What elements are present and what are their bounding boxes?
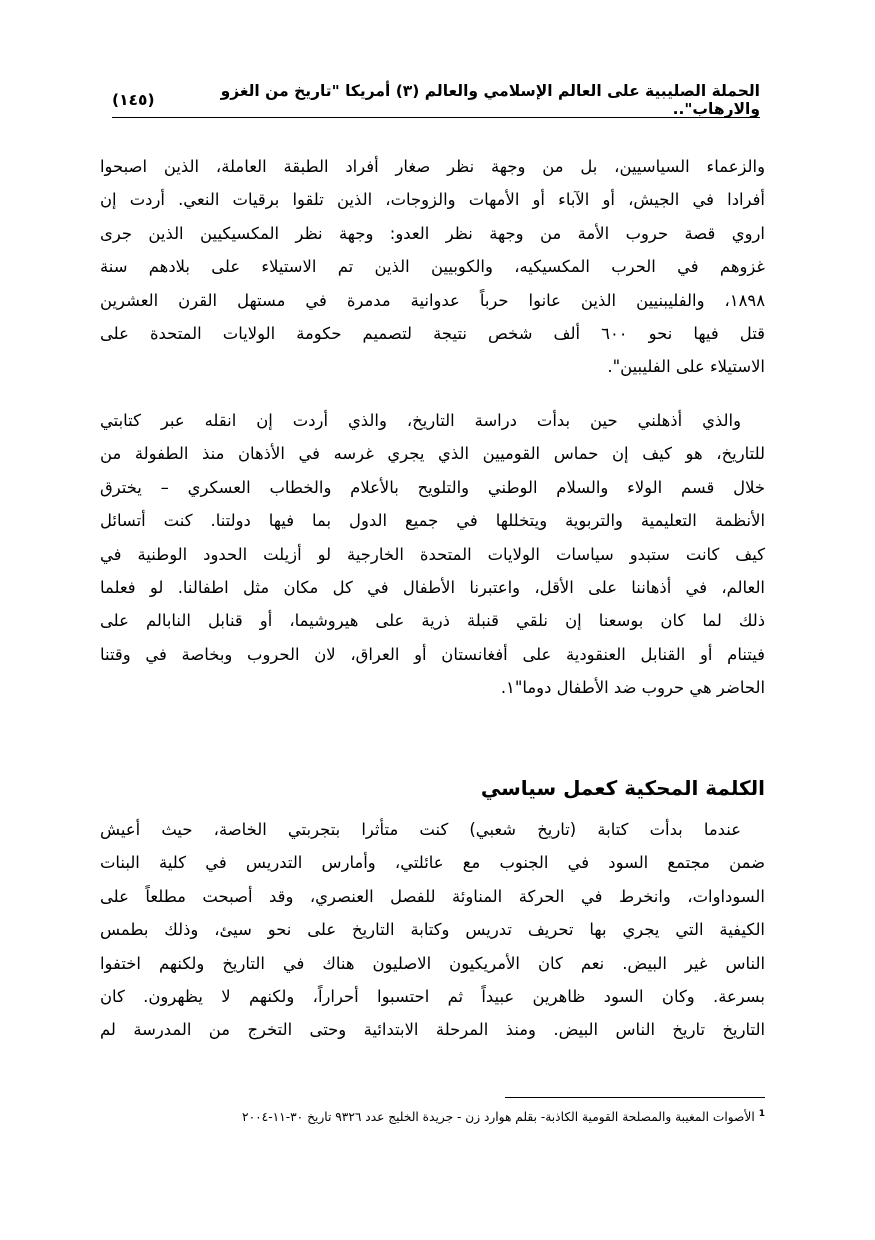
text-line: قتل فيها نحو ٦٠٠ ألف شخص نتيجة لتصميم حكومة الولايات المتحدة على (100, 324, 765, 344)
text-line: أفرادا في الجيش، أو الآباء أو الأمهات والزوجات، الذين تلقوا برقيات النعي. أردت إن (100, 190, 765, 210)
text-line: الناس غير البيض. نعم كان الأمريكيون الاصليون هناك في التاريخ ولكنهم اختفوا (100, 953, 765, 973)
header-rule (112, 117, 760, 118)
header-title: الحملة الصليبية على العالم الإسلامي والعالم (٣) أمريكا "تاريخ من الغزو والارهاب".. (220, 82, 760, 118)
page-number: (١٤٥) (112, 91, 155, 109)
text-line: اروي قصة حروب الأمة من وجهة نظر العدو: وجهة نظر المكسيكيين الذين جرى (100, 223, 765, 243)
text-line: ١٨٩٨، والفليبنيين الذين عانوا حرباً عدوانية مدمرة في مستهل القرن العشرين (100, 290, 765, 310)
paragraph-2 (100, 404, 765, 705)
footnote-text: الأصوات المغيبة والمصلحة القومية الكاذبة- بقلم هوارد زن - جريدة الخليج عدد ٩٣٢٦ تاريخ ٣٠-١١-٢٠٠٤ (242, 1110, 755, 1125)
text-line: التاريخ تاريخ الناس البيض. ومنذ المرحلة الابتدائية وحتى التخرج من المدرسة لم (100, 1020, 765, 1040)
text-line: كيف كانت ستبدو سياسات الولايات المتحدة الخارجية لو أزيلت الحدود الوطنية في (100, 544, 765, 564)
text-line: والذي أذهلني حين بدأت دراسة التاريخ، والذي أردت إن انقله عبر كتابتي (100, 411, 741, 430)
text-line: ضمن مجتمع السود في الجنوب مع عائلتي، وأمارس التدريس في كلية البنات (100, 853, 765, 873)
running-header (112, 82, 760, 118)
footnote-mark: 1 (758, 1109, 765, 1119)
text-line: خلال قسم الولاء والسلام الوطني والتلويح بالأعلام والخطاب العسكري – يخترق (100, 477, 765, 497)
text-line: غزوهم في الحرب المكسيكيه، والكوبيين الذين تم الاستيلاء على بلادهم سنة (100, 257, 765, 277)
text-line: العالم، في أذهاننا على الأقل، واعتبرنا الأطفال في كل مكان مثل اطفالنا. لو فعلما (100, 578, 765, 598)
text-line: والزعماء السياسيين، بل من وجهة نظر صغار أفراد الطبقة العاملة، الذين اصبحوا (100, 157, 765, 176)
text-line: ذلك لما كان بوسعنا إن نلقي قنبلة ذرية على هيروشيما، أو قنابل النابالم على (100, 611, 765, 631)
footnote-separator (505, 1097, 765, 1098)
text-line: للتاريخ، هو كيف إن حماس القوميين الذي يجري غرسه في الأذهان منذ الطفولة من (100, 444, 765, 464)
text-line: عندما بدأت كتابة (تاريخ شعبي) كنت متأثرا بتجربتي الخاصة، حيث أعيش (100, 820, 741, 839)
text-line: الاستيلاء على الفليبين". (607, 357, 765, 377)
paragraph-1 (100, 150, 765, 384)
text-line: السوداوات، وانخرط في الحركة المناوئة للفصل العنصري، وقد أصبحت مطلعاً على (100, 886, 765, 906)
text-line: بسرعة. وكان السود ظاهرين عبيداً ثم احتسبوا أحراراً، ولكنهم لا يظهرون. كان (100, 987, 765, 1007)
text-line: فيتنام أو القنابل العنقودية على أفغانستان أو العراق، لان الحروب وبخاصة في وقتنا (100, 644, 765, 664)
section-heading: الكلمة المحكية كعمل سياسي (480, 776, 765, 800)
text-line: الحاضر هي حروب ضد الأطفال دوما"١. (500, 678, 765, 698)
text-line: الأنظمة التعليمية والتربوية ويتخللها في جميع الدول بما فيها دولتنا. كنت أتسائل (100, 511, 765, 531)
paragraph-3 (100, 813, 765, 1047)
footnote (100, 1104, 765, 1127)
text-line: الكيفية التي يجري بها تحريف تدريس وكتابة التاريخ على نحو سيئ، وذلك بطمس (100, 920, 765, 940)
